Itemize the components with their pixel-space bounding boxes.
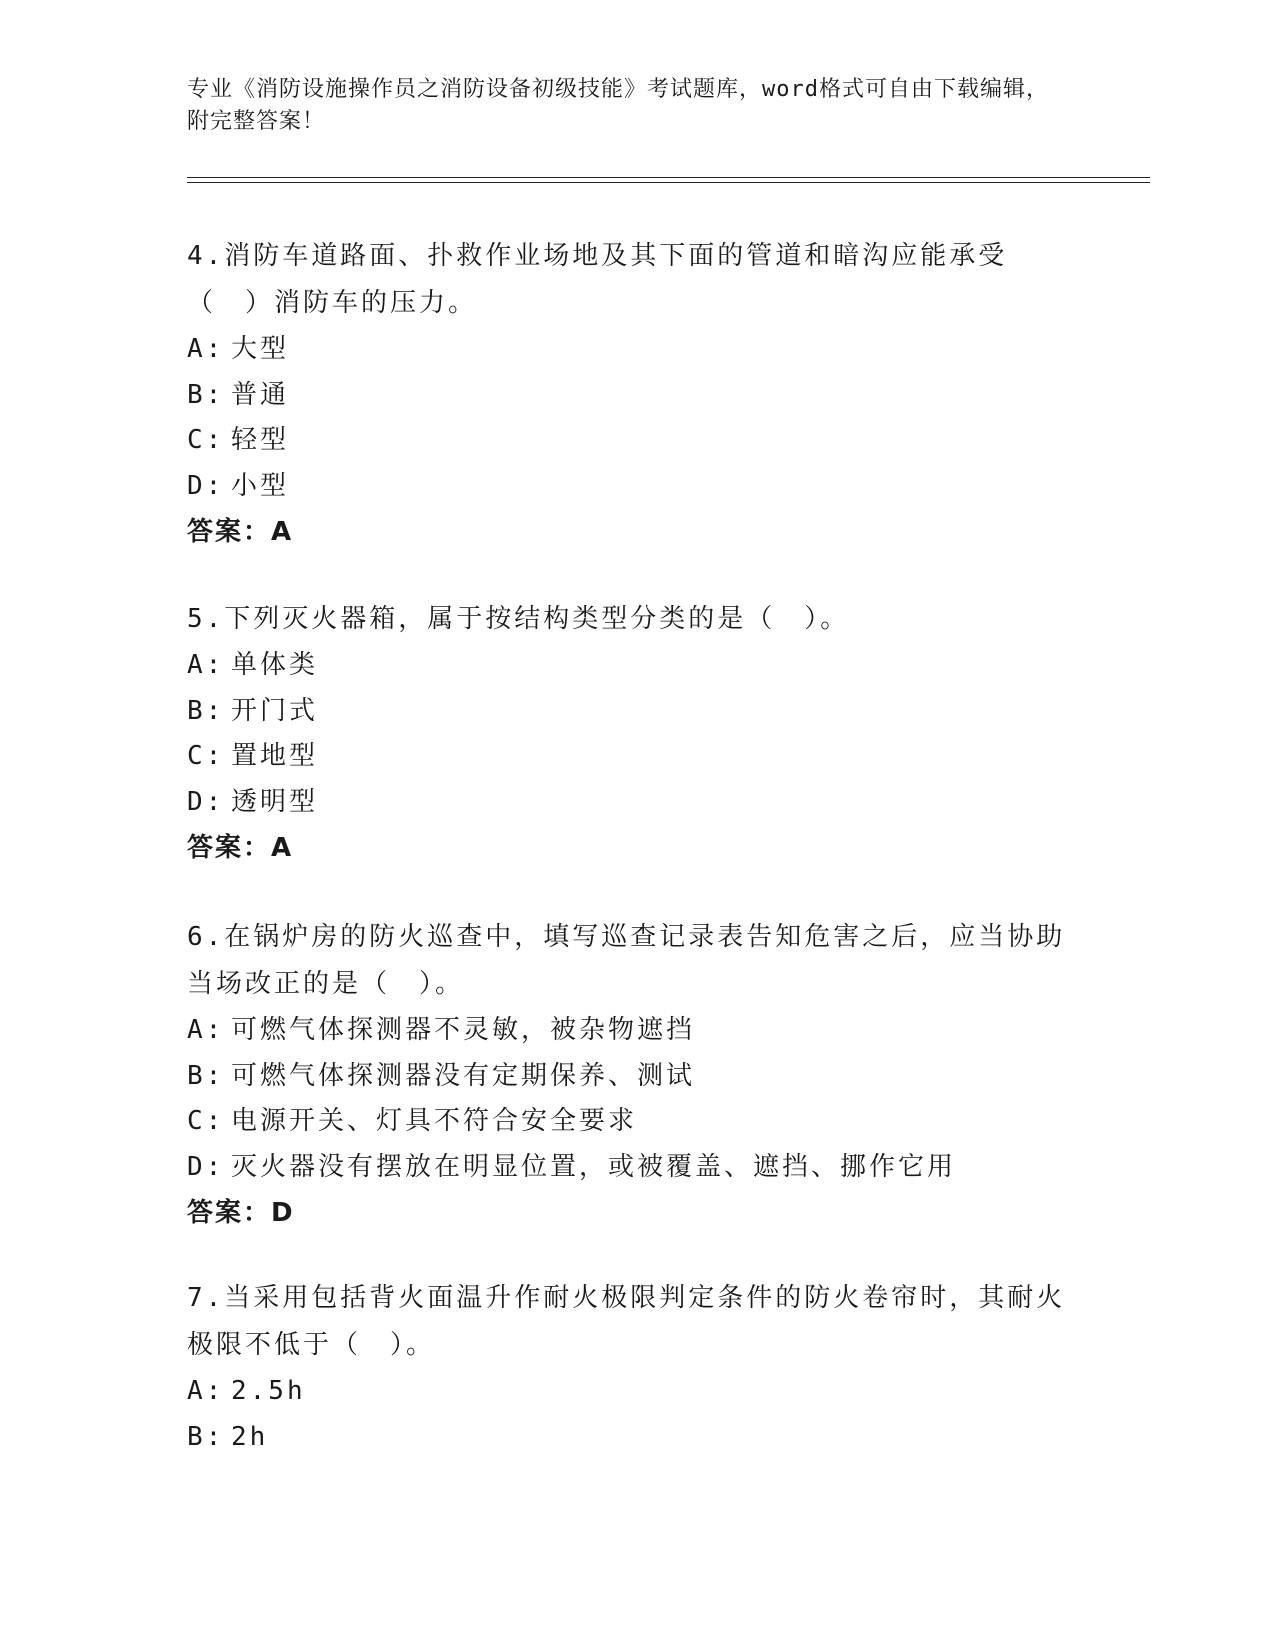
option-key: C: <box>187 741 225 771</box>
option-text: 开门式 <box>231 695 319 726</box>
option-text: 普通 <box>231 379 290 410</box>
option-text: 小型 <box>231 470 290 501</box>
question-stem: 7.当采用包括背火面温升作耐火极限判定条件的防火卷帘时，其耐火极限不低于（ ）。 <box>187 1283 1066 1360</box>
option-b <box>187 1415 1077 1461</box>
option-text: 可燃气体探测器不灵敏，被杂物遮挡 <box>231 1015 696 1045</box>
option-text: 置地型 <box>231 741 319 771</box>
option-text: 大型 <box>231 334 290 364</box>
option-text: 电源开关、灯具不符合安全要求 <box>231 1106 638 1136</box>
option-a <box>187 327 1077 373</box>
option-b <box>187 373 1077 419</box>
option-key: A: <box>187 1015 225 1045</box>
option-text: 2h <box>231 1421 269 1452</box>
question-5 <box>187 596 1077 871</box>
document-header: 专业《消防设施操作员之消防设备初级技能》考试题库，word格式可自由下载编辑，附完整答案！ <box>187 77 1049 134</box>
question-answer: 答案：D <box>187 1198 295 1228</box>
option-a <box>187 1369 1077 1415</box>
option-c <box>187 418 1077 464</box>
question-stem: 5.下列灭火器箱，属于按结构类型分类的是（ ）。 <box>187 604 850 634</box>
option-key: D: <box>187 1151 225 1182</box>
option-c <box>187 734 1077 780</box>
option-d <box>187 464 1077 510</box>
option-text: 单体类 <box>231 650 319 680</box>
option-a <box>187 643 1077 689</box>
option-text: 灭火器没有摆放在明显位置，或被覆盖、遮挡、挪作它用 <box>231 1151 957 1182</box>
question-4 <box>187 233 1077 555</box>
option-key: A: <box>187 1376 225 1406</box>
option-key: A: <box>187 650 225 680</box>
option-text: 2.5h <box>231 1376 306 1406</box>
option-key: B: <box>187 379 225 410</box>
option-text: 轻型 <box>231 425 290 455</box>
question-stem: 6.在锅炉房的防火巡查中，填写巡查记录表告知危害之后，应当协助当场改正的是（ ）。 <box>187 922 1066 999</box>
option-b <box>187 1054 1077 1100</box>
option-c <box>187 1099 1077 1145</box>
question-answer: 答案：A <box>187 517 294 547</box>
question-stem: 4.消防车道路面、扑救作业场地及其下面的管道和暗沟应能承受（ ）消防车的压力。 <box>187 241 1008 318</box>
option-key: B: <box>187 1421 225 1452</box>
option-text: 透明型 <box>231 786 319 817</box>
option-d <box>187 780 1077 826</box>
option-key: C: <box>187 1106 225 1136</box>
option-key: D: <box>187 786 225 817</box>
option-text: 可燃气体探测器没有定期保养、测试 <box>231 1060 696 1091</box>
question-answer: 答案：A <box>187 833 294 863</box>
header-divider-top <box>187 177 1150 178</box>
question-6 <box>187 914 1077 1236</box>
option-key: B: <box>187 695 225 726</box>
option-key: A: <box>187 334 225 364</box>
option-key: B: <box>187 1060 225 1091</box>
option-a <box>187 1008 1077 1054</box>
option-key: C: <box>187 425 225 455</box>
option-b <box>187 689 1077 735</box>
option-key: D: <box>187 470 225 501</box>
option-d <box>187 1145 1077 1191</box>
header-divider-bottom <box>187 182 1150 183</box>
question-7 <box>187 1275 1077 1460</box>
